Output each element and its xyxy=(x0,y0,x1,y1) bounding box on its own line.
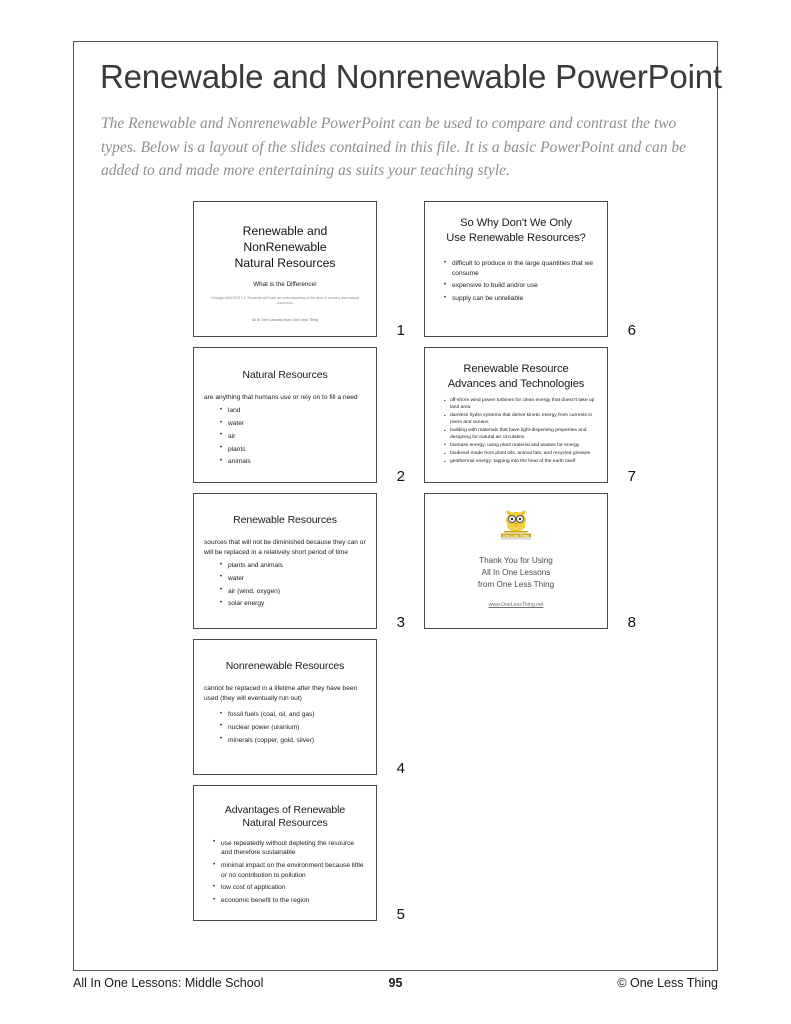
slide-1-footer-text: All In One Lessons from One Less Thing xyxy=(251,318,319,323)
slide-8-thanks-line1: Thank You for Using xyxy=(479,556,553,565)
svg-text:One Less Thing: One Less Thing xyxy=(502,533,530,538)
slide-row-2 xyxy=(193,347,405,485)
slide-7-title xyxy=(435,362,597,391)
slide-2-lead: are anything that humans use or rely on to fill a need xyxy=(204,394,358,402)
slide-3-title: Renewable Resources xyxy=(233,514,337,526)
slide-2-title: Natural Resources xyxy=(242,369,328,381)
list-item: • minerals (copper, gold, silver) xyxy=(220,736,366,746)
slide-5-bullets xyxy=(204,839,366,906)
slide-thumbnail-6[interactable] xyxy=(424,201,608,337)
owl-logo-icon xyxy=(493,509,539,541)
list-item: • biomass energy: using plant material and wastes for energy xyxy=(444,443,597,450)
page-footer xyxy=(73,976,718,990)
slide-8-content xyxy=(425,494,607,628)
slide-4-bullets xyxy=(204,710,366,745)
list-item: • air xyxy=(220,432,366,442)
slide-row-1 xyxy=(193,201,405,339)
list-item: • plants and animals xyxy=(220,561,366,571)
slide-6-title-line1: So Why Don't We Only xyxy=(460,217,572,229)
slide-number-7: 7 xyxy=(627,468,636,485)
slide-8-wrap xyxy=(435,503,597,608)
slide-5-title-line2: Natural Resources xyxy=(242,817,328,830)
list-item: • fossil fuels (coal, oil, and gas) xyxy=(220,710,366,720)
slide-6-title-line2: Use Renewable Resources? xyxy=(446,231,586,244)
slide-8-thanks-line3: from One Less Thing xyxy=(477,579,555,589)
list-item: • biodiesel made from plant oils, animal fats, and recycled greases xyxy=(444,451,597,458)
slide-7-title-line1: Renewable Resource xyxy=(463,363,569,375)
list-item: • geothermal energy: tapping into the heat of the earth itself xyxy=(444,459,597,466)
slide-8-thanks-line2: All In One Lessons xyxy=(481,567,551,577)
slide-column-right xyxy=(424,201,636,639)
list-item: • off-shore wind power turbines for clean energy that doesn't take up land area xyxy=(444,398,597,411)
list-item: • animals xyxy=(220,457,366,467)
slide-thumbnail-8[interactable] xyxy=(424,493,608,629)
list-item: • minimal impact on the environment because little or no contribution to pollution xyxy=(213,861,366,880)
slide-1-title xyxy=(204,223,366,272)
footer-page-number: 95 xyxy=(388,976,403,990)
slide-row-8 xyxy=(424,493,636,631)
slide-thumbnail-7[interactable] xyxy=(424,347,608,483)
slide-1-title-line2: NonRenewable xyxy=(243,240,327,255)
slide-6-content xyxy=(425,202,607,336)
slide-thumbnail-2[interactable] xyxy=(193,347,377,483)
slide-4-content xyxy=(194,640,376,774)
slide-row-5 xyxy=(193,785,405,923)
page-title: Renewable and Nonrenewable PowerPoint xyxy=(100,58,722,95)
slide-7-title-line2: Advances and Technologies xyxy=(447,377,585,390)
slide-number-5: 5 xyxy=(396,906,405,923)
slide-2-bullets xyxy=(204,406,366,466)
slide-1-title-line1: Renewable and xyxy=(242,224,328,238)
slide-row-7 xyxy=(424,347,636,485)
slide-5-title-line1: Advantages of Renewable xyxy=(224,804,346,816)
list-item: • expensive to build and/or use xyxy=(444,281,597,291)
slide-7-content xyxy=(425,348,607,482)
slide-3-lead: sources that will not be diminished because they can or will be replaced in a relatively short period of time xyxy=(204,539,366,557)
list-item: • damless hydro systems that derive kinetic energy from currents in rivers and oceans xyxy=(444,413,597,426)
slide-row-3 xyxy=(193,493,405,631)
slide-2-content xyxy=(194,348,376,482)
intro-paragraph: The Renewable and Nonrenewable PowerPoint can be used to compare and contrast the two types. Below is a layout of the slides contained in this file. It is a basic PowerPoint and can be added to and made more entertaining as suits your teaching style. xyxy=(101,115,687,180)
slide-number-6: 6 xyxy=(627,322,636,339)
slide-3-bullets xyxy=(204,561,366,609)
list-item: • building with materials that have light-dispersing properties and designing for natural air circulation xyxy=(444,428,597,441)
slide-number-1: 1 xyxy=(396,322,405,339)
slide-6-bullets xyxy=(435,259,597,304)
slide-8-url-link[interactable]: www.OneLessThing.net xyxy=(488,601,544,608)
slide-number-8: 8 xyxy=(627,614,636,631)
list-item: • water xyxy=(220,419,366,429)
slide-4-title: Nonrenewable Resources xyxy=(225,660,345,672)
slide-3-content xyxy=(194,494,376,628)
slide-number-4: 4 xyxy=(396,760,405,777)
list-item: • economic benefit to the region xyxy=(213,896,366,906)
slide-column-left xyxy=(193,201,405,931)
slide-thumbnail-4[interactable] xyxy=(193,639,377,775)
slide-thumbnail-3[interactable] xyxy=(193,493,377,629)
slide-1-standard-text: Georgia MSAGED7-3: Students will build an understanding of the area of forestry and natural resources. xyxy=(210,295,360,305)
slide-1-title-line3: Natural Resources xyxy=(234,256,336,271)
list-item: • nuclear power (uranium) xyxy=(220,723,366,733)
slide-number-3: 3 xyxy=(396,614,405,631)
slide-thumbnail-5[interactable] xyxy=(193,785,377,921)
list-item: • difficult to produce in the large quantities that we consume xyxy=(444,259,597,278)
slide-1-content xyxy=(194,202,376,336)
slide-7-bullets xyxy=(435,398,597,466)
slide-thumbnail-1[interactable] xyxy=(193,201,377,337)
slide-8-thanks xyxy=(435,555,597,591)
list-item: • plants xyxy=(220,445,366,455)
slide-1-subtitle: What is the Difference! xyxy=(253,280,317,288)
page-frame xyxy=(73,41,722,971)
footer-copyright: © One Less Thing xyxy=(617,976,718,990)
list-item: • land xyxy=(220,406,366,416)
slide-5-content xyxy=(194,786,376,920)
list-item: • low cost of application xyxy=(213,883,366,893)
list-item: • water xyxy=(220,574,366,584)
footer-left-text: All In One Lessons: Middle School xyxy=(73,976,264,990)
list-item: • solar energy xyxy=(220,599,366,609)
slide-4-lead: cannot be replaced in a lifetime after they have been used (they will eventually run out) xyxy=(204,685,358,703)
slide-6-title xyxy=(435,216,597,245)
slide-row-6 xyxy=(424,201,636,339)
list-item: • air (wind, oxygen) xyxy=(220,587,366,597)
list-item: • supply can be unreliable xyxy=(444,294,597,304)
slide-row-4 xyxy=(193,639,405,777)
list-item: • use repeatedly without depleting the resource and therefore sustainable xyxy=(213,839,366,858)
slide-5-title xyxy=(204,804,366,831)
slide-number-2: 2 xyxy=(396,468,405,485)
